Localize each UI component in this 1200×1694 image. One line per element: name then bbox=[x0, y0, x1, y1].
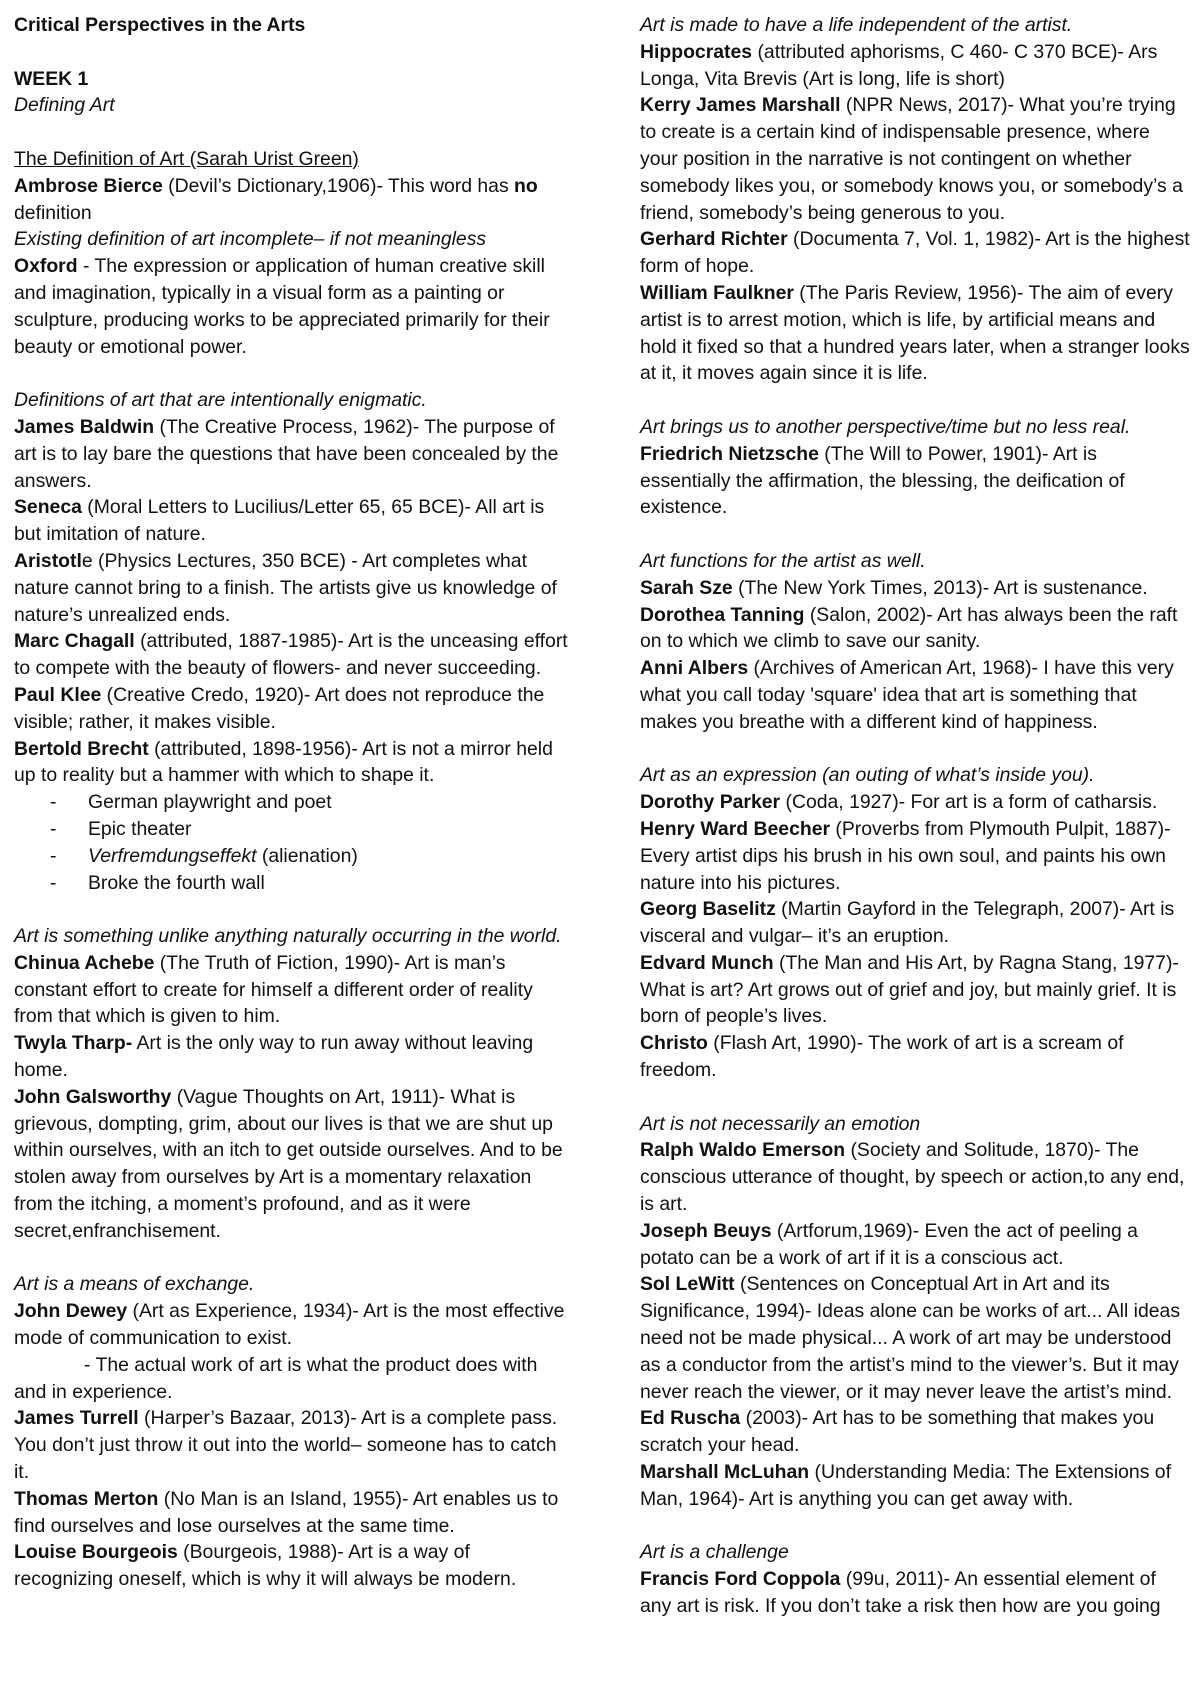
author-name: Georg Baselitz bbox=[640, 898, 776, 921]
author-name: Henry Ward Beecher bbox=[640, 817, 831, 840]
author-name: Francis Ford Coppola bbox=[640, 1568, 841, 1591]
author-name: James Baldwin bbox=[14, 415, 155, 438]
quote-entry bbox=[640, 1271, 1190, 1405]
quote-text: (The Man and His Art, by Ragna Stang, 1977)- What is art? Art grows out of grief and joy, but mainly grief. It is born of people’s lives. bbox=[640, 951, 1179, 1028]
quote-entry bbox=[640, 441, 1190, 521]
quote-entry bbox=[14, 950, 574, 1030]
author-name: Paul Klee bbox=[14, 683, 102, 706]
quote-text: (Archives of American Art, 1968)- I have this very what you call today 'square' idea that art is something that makes you breathe with a different kind of happiness. bbox=[640, 657, 1174, 733]
quote-text: (Martin Gayford in the Telegraph, 2007)- Art is visceral and vulgar– it’s an eruption. bbox=[640, 898, 1175, 948]
author-name: Sarah Sze bbox=[640, 576, 733, 599]
author-name: James Turrell bbox=[14, 1407, 139, 1430]
quote-text: (Proverbs from Plymouth Pulpit, 1887)- Every artist dips his brush in his own soul, and paints his own nature into his pictures. bbox=[640, 817, 1171, 894]
quote-entry bbox=[14, 628, 574, 682]
quote-entry bbox=[640, 226, 1190, 280]
quote-text: (The Paris Review, 1956)- The aim of every artist is to arrest motion, which is life, by artificial means and hold it fixed so that a hundred years later, when a stranger looks at it, it moves again since it is life. bbox=[640, 281, 1190, 385]
author-name: Joseph Beuys bbox=[640, 1219, 772, 1242]
source-heading: The Definition of Art (Sarah Urist Green) bbox=[14, 147, 359, 170]
week-label: WEEK 1 bbox=[14, 67, 89, 90]
note-continuation: and in experience. bbox=[14, 1380, 173, 1403]
author-name: Kerry James Marshall bbox=[640, 94, 841, 117]
quote-text: - The expression or application of human creative skill and imagination, typically in a visual form as a painting or sculpture, producing works to be appreciated primarily for their beauty or emotional power. bbox=[14, 255, 550, 358]
quote-entry bbox=[14, 173, 574, 227]
list-item bbox=[14, 843, 574, 870]
quote-text: (Devil’s Dictionary,1906)- This word has bbox=[162, 174, 515, 197]
quote-entry bbox=[640, 575, 1190, 602]
section-heading: Art is made to have a life independent of the artist. bbox=[640, 14, 1073, 36]
quote-entry bbox=[640, 602, 1190, 656]
quote-text: (Art as Experience, 1934)- Art is the most effective mode of communication to exist. bbox=[14, 1300, 565, 1350]
spacer bbox=[640, 387, 1190, 414]
author-name: John Galsworthy bbox=[14, 1085, 172, 1108]
section-heading: Art is something unlike anything naturally occurring in the world. bbox=[14, 925, 562, 948]
author-name: Marshall McLuhan bbox=[640, 1461, 810, 1484]
course-title: Critical Perspectives in the Arts bbox=[14, 14, 306, 36]
spacer bbox=[14, 896, 574, 923]
author-name: Anni Albers bbox=[640, 657, 749, 680]
list-item: - German playwright and poet bbox=[14, 789, 574, 816]
emphasis-text: no bbox=[514, 174, 538, 197]
list-item: - Broke the fourth wall bbox=[14, 870, 574, 897]
quote-text: (attributed, 1887-1985)- Art is the unceasing effort to compete with the beauty of flowers- and never succeeding. bbox=[14, 630, 568, 680]
author-name: Marc Chagall bbox=[14, 630, 135, 653]
section-heading: Art is not necessarily an emotion bbox=[640, 1112, 921, 1135]
indented-note: - The actual work of art is what the product does with bbox=[84, 1353, 538, 1376]
quote-entry bbox=[640, 789, 1190, 816]
quote-text: (NPR News, 2017)- What you’re trying to create is a certain kind of indispensable presence, where your position in the narrative is not contingent on whether somebody likes you, or somebody knows you, or somebody’s a friend, somebody’s being generous to you. bbox=[640, 94, 1183, 224]
quote-text: (2003)- Art has to be something that makes you scratch your head. bbox=[640, 1407, 1155, 1457]
author-name: Sol LeWitt bbox=[640, 1273, 735, 1296]
author-name: Thomas Merton bbox=[14, 1487, 159, 1510]
quote-entry bbox=[14, 682, 574, 736]
bullet-list bbox=[14, 789, 574, 896]
quote-entry bbox=[640, 280, 1190, 387]
quote-text: definition bbox=[14, 201, 92, 224]
quote-text: (Flash Art, 1990)- The work of art is a scream of freedom. bbox=[640, 1032, 1124, 1082]
quote-text: (The Truth of Fiction, 1990)- Art is man’s constant effort to create for himself a different order of reality from that which is given to him. bbox=[14, 951, 533, 1028]
quote-entry bbox=[640, 655, 1190, 735]
author-name: Seneca bbox=[14, 496, 82, 519]
section-heading: Art functions for the artist as well. bbox=[640, 549, 926, 572]
quote-entry bbox=[640, 1405, 1190, 1459]
author-name: Twyla Tharp- bbox=[14, 1032, 133, 1055]
left-column bbox=[14, 12, 574, 1593]
quote-entry bbox=[14, 1030, 574, 1084]
quote-text: (Artforum,1969)- Even the act of peeling a potato can be a work of art if it is a conscious act. bbox=[640, 1219, 1138, 1269]
author-name: Louise Bourgeois bbox=[14, 1541, 178, 1564]
week-topic: Defining Art bbox=[14, 94, 115, 117]
section-heading: Art brings us to another perspective/time but no less real. bbox=[640, 415, 1131, 438]
spacer bbox=[640, 521, 1190, 548]
quote-entry bbox=[640, 92, 1190, 226]
author-name: Gerhard Richter bbox=[640, 228, 788, 251]
quote-text: (Creative Credo, 1920)- Art does not reproduce the visible; rather, it makes visible. bbox=[14, 683, 545, 733]
quote-text: (No Man is an Island, 1955)- Art enables us to find ourselves and lose ourselves at the same time. bbox=[14, 1487, 559, 1537]
quote-entry bbox=[640, 39, 1190, 93]
quote-entry bbox=[640, 1030, 1190, 1084]
quote-text: (Coda, 1927)- For art is a form of catharsis. bbox=[780, 791, 1158, 814]
quote-text: (attributed aphorisms, C 460- C 370 BCE)- Ars Longa, Vita Brevis (Art is long, life is short) bbox=[640, 40, 1158, 90]
quote-text: (Vague Thoughts on Art, 1911)- What is grievous, dompting, grim, about our lives is that we are shut up within ourselves, with an itch to get outside ourselves. And to be stolen away from ourselves by Art is a momentary relaxation from the itching, a moment’s profound, and as it were secret,enfranchisement. bbox=[14, 1085, 563, 1242]
quote-entry bbox=[14, 1486, 574, 1540]
author-name: Aristotl bbox=[14, 549, 82, 572]
quote-text: (Documenta 7, Vol. 1, 1982)- Art is the highest form of hope. bbox=[640, 228, 1190, 278]
quote-entry bbox=[14, 494, 574, 548]
spacer bbox=[14, 39, 574, 66]
spacer bbox=[640, 1513, 1190, 1540]
quote-text: (Society and Solitude, 1870)- The conscious utterance of thought, by speech or action,to any end, is art. bbox=[640, 1139, 1185, 1216]
section-heading: Art is a challenge bbox=[640, 1541, 789, 1564]
quote-entry bbox=[640, 950, 1190, 1030]
section-heading: Art is a means of exchange. bbox=[14, 1273, 255, 1296]
spacer bbox=[14, 119, 574, 146]
author-name: Oxford bbox=[14, 255, 78, 278]
author-name: Ambrose Bierce bbox=[14, 174, 163, 197]
quote-text: (The Creative Process, 1962)- The purpose of art is to lay bare the questions that have been concealed by the answers. bbox=[14, 415, 559, 492]
quote-entry bbox=[640, 1218, 1190, 1272]
author-name: Ed Ruscha bbox=[640, 1407, 741, 1430]
quote-entry bbox=[640, 896, 1190, 950]
author-name: Dorothea Tanning bbox=[640, 603, 805, 626]
right-column bbox=[640, 12, 1190, 1620]
quote-text: (Bourgeois, 1988)- Art is a way of recognizing oneself, which is why it will always be modern. bbox=[14, 1541, 517, 1591]
quote-entry bbox=[14, 253, 574, 360]
quote-text: Art is the only way to run away without leaving home. bbox=[14, 1032, 534, 1082]
quote-text: (Salon, 2002)- Art has always been the raft on to which we climb to save our sanity. bbox=[640, 603, 1178, 653]
author-name: Bertold Brecht bbox=[14, 737, 149, 760]
author-name: Friedrich Nietzsche bbox=[640, 442, 819, 465]
section-heading: Definitions of art that are intentionally enigmatic. bbox=[14, 389, 427, 412]
author-name: William Faulkner bbox=[640, 281, 794, 304]
quote-text: (attributed, 1898-1956)- Art is not a mirror held up to reality but a hammer with which to shape it. bbox=[14, 737, 553, 787]
section-heading: Art as an expression (an outing of what’s inside you). bbox=[640, 764, 1095, 787]
author-name: Hippocrates bbox=[640, 40, 753, 63]
spacer bbox=[14, 360, 574, 387]
spacer bbox=[640, 736, 1190, 763]
quote-entry bbox=[14, 1084, 574, 1245]
italic-term: Verfremdungseffekt bbox=[88, 844, 257, 867]
quote-text: e (Physics Lectures, 350 BCE) - Art completes what nature cannot bring to a finish. The artists give us knowledge of nature’s unrealized ends. bbox=[14, 549, 557, 626]
quote-entry bbox=[14, 1405, 574, 1485]
quote-entry bbox=[14, 1298, 574, 1352]
quote-text: (The Will to Power, 1901)- Art is essentially the affirmation, the blessing, the deification of existence. bbox=[640, 442, 1125, 519]
quote-entry bbox=[640, 1566, 1190, 1620]
quote-entry bbox=[14, 736, 574, 790]
author-name: Chinua Achebe bbox=[14, 951, 155, 974]
section-heading: Existing definition of art incomplete– if not meaningless bbox=[14, 228, 487, 251]
quote-text: (99u, 2011)- An essential element of any art is risk. If you don’t take a risk then how are you going bbox=[640, 1568, 1161, 1618]
quote-entry bbox=[14, 414, 574, 494]
author-name: John Dewey bbox=[14, 1300, 128, 1323]
author-name: Edvard Munch bbox=[640, 951, 774, 974]
quote-entry bbox=[14, 548, 574, 628]
quote-text: (Harper’s Bazaar, 2013)- Art is a complete pass. You don’t just throw it out into the world– someone has to catch it. bbox=[14, 1407, 558, 1484]
quote-text: (Understanding Media: The Extensions of Man, 1964)- Art is anything you can get away with. bbox=[640, 1461, 1171, 1510]
quote-text: (Sentences on Conceptual Art in Art and its Significance, 1994)- Ideas alone can be works of art... All ideas need not be made physical... A work of art may be understood as a conductor from the artist’s mind to the viewer’s. But it may never reach the viewer, or it may never leave the artist’s mind. bbox=[640, 1273, 1181, 1403]
quote-text: (The New York Times, 2013)- Art is sustenance. bbox=[732, 576, 1148, 599]
spacer bbox=[14, 1245, 574, 1272]
list-item: - Epic theater bbox=[14, 816, 574, 843]
author-name: Christo bbox=[640, 1032, 708, 1055]
author-name: Ralph Waldo Emerson bbox=[640, 1139, 846, 1162]
list-item-text: (alienation) bbox=[256, 844, 358, 867]
quote-text: (Moral Letters to Lucilius/Letter 65, 65 BCE)- All art is but imitation of nature. bbox=[14, 496, 545, 546]
author-name: Dorothy Parker bbox=[640, 791, 781, 814]
spacer bbox=[640, 1084, 1190, 1111]
quote-entry bbox=[640, 816, 1190, 896]
quote-entry bbox=[640, 1137, 1190, 1217]
quote-entry bbox=[640, 1459, 1190, 1513]
quote-entry bbox=[14, 1539, 574, 1593]
